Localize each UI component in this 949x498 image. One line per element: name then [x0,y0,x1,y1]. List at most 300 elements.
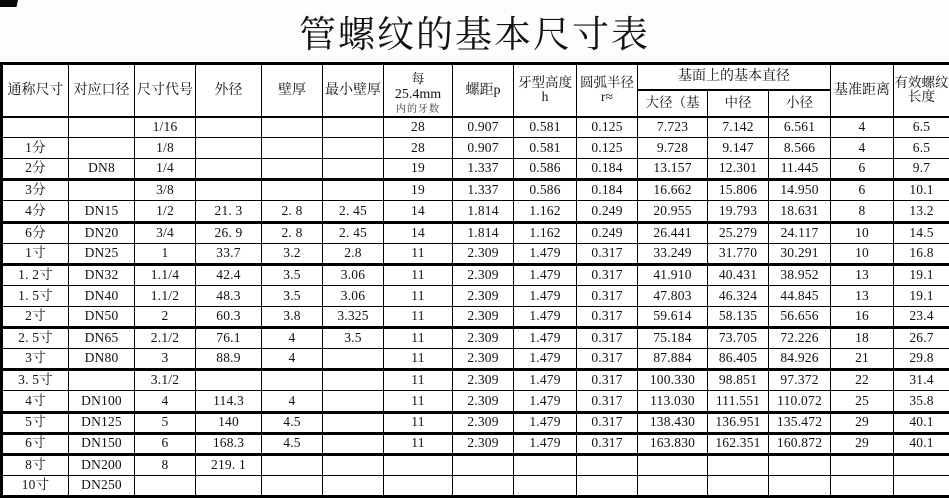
table-cell: 2分 [2,159,69,180]
table-cell: 2.309 [453,391,514,412]
table-cell: 40.431 [708,264,769,285]
table-cell: 29 [831,412,894,433]
table-cell: 1.479 [514,264,577,285]
table-cell [69,370,135,391]
table-cell: 11 [384,433,453,454]
table-cell: 135.472 [769,412,831,433]
table-cell: 2. 45 [323,201,384,222]
table-cell: 14 [384,201,453,222]
table-cell: 6寸 [2,433,69,454]
table-cell [894,454,949,475]
table-cell: 0.317 [577,370,638,391]
table-cell: 11 [384,264,453,285]
table-cell: 0.581 [514,117,577,138]
table-cell: 30.291 [769,243,831,264]
table-cell: 42.4 [196,264,262,285]
table-cell: 1.479 [514,391,577,412]
table-cell: 140 [196,412,262,433]
table-cell [323,349,384,370]
table-cell: 3/4 [135,222,196,243]
table-cell: 1/4 [135,159,196,180]
pipe-thread-dimensions-table [0,62,949,498]
table-cell: DN100 [69,391,135,412]
table-cell: 18 [831,328,894,349]
thread-height-line1: 牙型高度 [518,75,572,91]
table-cell: 6分 [2,222,69,243]
table-cell: 10.1 [894,180,949,201]
table-cell: 3.2 [262,243,323,264]
table-cell: 0.317 [577,433,638,454]
table-cell: 4 [262,349,323,370]
table-cell: 0.317 [577,306,638,327]
table-cell: 0.125 [577,117,638,138]
table-cell: 8 [831,201,894,222]
table-cell: 4.5 [262,433,323,454]
table-cell: 0.249 [577,201,638,222]
table-cell: 3寸 [2,349,69,370]
table-cell: DN32 [69,264,135,285]
table-cell: 9.147 [708,138,769,159]
table-cell: 75.184 [638,328,708,349]
threads-header-line1: 每 [411,71,425,87]
table-cell: 13 [831,264,894,285]
arc-radius-line2: r≈ [601,89,613,105]
table-cell: 0.586 [514,159,577,180]
table-cell: DN25 [69,243,135,264]
table-cell: 0.317 [577,391,638,412]
col-header-size-code: 尺寸代号 [135,64,196,117]
table-cell [708,454,769,475]
table-cell: 0.581 [514,138,577,159]
table-cell [196,475,262,496]
table-row [2,306,949,327]
table-cell: 1.479 [514,349,577,370]
table-cell: 15.806 [708,180,769,201]
table-cell: 1.1/4 [135,264,196,285]
table-cell: 3/8 [135,180,196,201]
table-cell [196,159,262,180]
table-cell [262,159,323,180]
table-cell: 0.125 [577,138,638,159]
table-cell [323,454,384,475]
table-cell: 88.9 [196,349,262,370]
table-cell: 19.1 [894,285,949,306]
table-cell: 21 [831,349,894,370]
table-cell: 1.337 [453,180,514,201]
table-cell: 100.330 [638,370,708,391]
table-cell: 1.479 [514,433,577,454]
col-header-effective-thread-length [894,64,949,117]
table-row [2,243,949,264]
table-cell: 11.445 [769,159,831,180]
table-cell: 18.631 [769,201,831,222]
page-title: 管螺纹的基本尺寸表 [299,15,650,56]
col-header-arc-radius [577,64,638,117]
table-cell: DN50 [69,306,135,327]
table-cell: 10 [831,222,894,243]
table-cell: 162.351 [708,433,769,454]
table-cell: 7.142 [708,117,769,138]
table-cell: 14.950 [769,180,831,201]
table-row [2,285,949,306]
table-cell: 1.479 [514,370,577,391]
table-cell [262,370,323,391]
table-cell: 6 [831,180,894,201]
table-cell: 110.072 [769,391,831,412]
table-cell: 1.479 [514,243,577,264]
table-cell: 73.705 [708,328,769,349]
table-cell: DN8 [69,159,135,180]
table-cell: 4 [262,328,323,349]
table-cell: 28 [384,138,453,159]
table-cell [196,138,262,159]
table-cell [323,391,384,412]
table-cell: 97.372 [769,370,831,391]
table-cell: 8寸 [2,454,69,475]
table-cell: 0.317 [577,328,638,349]
table-cell: 3.5 [262,264,323,285]
col-header-wall-thickness: 壁厚 [262,64,323,117]
table-cell: 3分 [2,180,69,201]
table-cell: 0.586 [514,180,577,201]
thread-height-line2: h [541,89,549,105]
table-cell: 1. 5寸 [2,285,69,306]
table-cell: 26. 9 [196,222,262,243]
table-cell: 13 [831,285,894,306]
col-header-pitch: 螺距p [453,64,514,117]
table-row [2,264,949,285]
table-cell: 7.723 [638,117,708,138]
table-cell: 22 [831,370,894,391]
table-cell: 31.770 [708,243,769,264]
table-cell [514,454,577,475]
table-cell: 31.4 [894,370,949,391]
table-cell [638,454,708,475]
table-cell [323,138,384,159]
table-cell: 48.3 [196,285,262,306]
table-cell: 3.5 [262,285,323,306]
table-cell: 19.1 [894,264,949,285]
table-cell: 16.662 [638,180,708,201]
table-cell: 86.405 [708,349,769,370]
table-cell: 114.3 [196,391,262,412]
table-cell: 11 [384,412,453,433]
table-cell: 2.309 [453,264,514,285]
table-cell: 25 [831,391,894,412]
table-cell [323,117,384,138]
table-cell [323,159,384,180]
table-cell: 1/8 [135,138,196,159]
table-cell: 11 [384,243,453,264]
table-cell [831,454,894,475]
table-cell: 1寸 [2,243,69,264]
table-body [2,117,949,497]
table-cell: 3.5 [323,328,384,349]
table-row [2,433,949,454]
table-row [2,391,949,412]
table-cell: 1.162 [514,222,577,243]
table-cell: 113.030 [638,391,708,412]
table-cell: 0.317 [577,349,638,370]
table-cell: 11 [384,349,453,370]
table-cell: 2.309 [453,412,514,433]
table-row [2,180,949,201]
table-cell: 2.309 [453,285,514,306]
table-cell: 3.06 [323,264,384,285]
table-cell: 26.7 [894,328,949,349]
table-cell: 1 [135,243,196,264]
table-cell: 19 [384,159,453,180]
table-cell: 2.309 [453,370,514,391]
table-cell [323,370,384,391]
table-cell: 2.309 [453,243,514,264]
table-cell: 4 [262,391,323,412]
table-cell [384,475,453,496]
table-cell: 4 [831,117,894,138]
table-cell: 8 [135,454,196,475]
table-cell: 72.226 [769,328,831,349]
col-header-gauge-distance: 基准距离 [831,64,894,117]
table-cell: DN20 [69,222,135,243]
table-cell [323,180,384,201]
table-cell [638,475,708,496]
table-row [2,412,949,433]
table-cell [453,454,514,475]
table-cell: 13.157 [638,159,708,180]
table-cell: 23.4 [894,306,949,327]
table-cell: 59.614 [638,306,708,327]
table-cell: 13.2 [894,201,949,222]
table-row [2,370,949,391]
table-cell: 25.279 [708,222,769,243]
table-cell [769,475,831,496]
table-cell: 2.309 [453,433,514,454]
col-header-outer-diameter: 外径 [196,64,262,117]
table-cell: DN65 [69,328,135,349]
table-cell: 219. 1 [196,454,262,475]
table-cell: 33.7 [196,243,262,264]
table-cell [262,475,323,496]
table-cell [69,138,135,159]
arc-radius-line1: 圆弧半径 [580,75,634,91]
threads-header-line3-clipped: 内的牙数 [396,104,440,114]
table-cell [577,454,638,475]
table-cell: 2寸 [2,306,69,327]
table-cell: 6.561 [769,117,831,138]
table-cell: 21. 3 [196,201,262,222]
table-cell [262,454,323,475]
table-cell [69,180,135,201]
table-cell: 1.814 [453,222,514,243]
table-cell: 0.907 [453,138,514,159]
col-header-major-diameter: 大径（基 [638,90,708,117]
table-row [2,328,949,349]
table-cell: 0.184 [577,159,638,180]
table-cell: 0.907 [453,117,514,138]
table-cell: 0.317 [577,412,638,433]
table-cell [69,117,135,138]
table-cell: 0.317 [577,285,638,306]
table-cell: 58.135 [708,306,769,327]
table-cell: 111.551 [708,391,769,412]
table-cell: 16.8 [894,243,949,264]
table-row [2,117,949,138]
table-cell [323,475,384,496]
effective-length-line1: 有效螺纹 [894,75,949,91]
table-cell: 46.324 [708,285,769,306]
table-cell: 168.3 [196,433,262,454]
table-cell: DN40 [69,285,135,306]
table-cell: 60.3 [196,306,262,327]
table-cell: DN200 [69,454,135,475]
table-cell [262,138,323,159]
table-cell: 2 [135,306,196,327]
table-cell: 38.952 [769,264,831,285]
table-cell: 3.8 [262,306,323,327]
table-cell: 1.479 [514,306,577,327]
table-cell: 6.5 [894,117,949,138]
table-cell: 2.309 [453,328,514,349]
table-cell: 2.309 [453,349,514,370]
table-cell: 11 [384,328,453,349]
table-cell: 41.910 [638,264,708,285]
table-row [2,138,949,159]
table-cell [577,475,638,496]
table-cell: 0.249 [577,222,638,243]
table-cell [894,475,949,496]
table-cell: 19.793 [708,201,769,222]
table-cell: 9.7 [894,159,949,180]
table-cell [323,433,384,454]
table-cell: 20.955 [638,201,708,222]
table-cell: 84.926 [769,349,831,370]
table-cell: 3.06 [323,285,384,306]
table-cell [708,475,769,496]
table-cell: 76.1 [196,328,262,349]
table-cell: 6.5 [894,138,949,159]
table-cell: 44.845 [769,285,831,306]
col-header-corresponding-bore: 对应口径 [69,64,135,117]
table-cell: DN250 [69,475,135,496]
table-cell: 1. 2寸 [2,264,69,285]
table-cell: 1/2 [135,201,196,222]
table-cell: 4分 [2,201,69,222]
table-cell: 1.162 [514,201,577,222]
threads-header-line2: 25.4mm [394,87,442,103]
table-cell: 1.337 [453,159,514,180]
table-row [2,349,949,370]
table-cell: DN15 [69,201,135,222]
table-cell: 2.1/2 [135,328,196,349]
group-header-basic-diameters: 基面上的基本直径 [638,64,831,90]
table-cell [196,180,262,201]
table-cell: 163.830 [638,433,708,454]
table-cell [196,117,262,138]
table-cell: 40.1 [894,433,949,454]
table-cell: 2. 5寸 [2,328,69,349]
table-cell: 1.1/2 [135,285,196,306]
table-cell [135,475,196,496]
table-cell: 11 [384,391,453,412]
table-cell: 16 [831,306,894,327]
table-cell: 98.851 [708,370,769,391]
table-cell: 19 [384,180,453,201]
table-cell: 4 [135,391,196,412]
table-cell: 9.728 [638,138,708,159]
table-cell [769,454,831,475]
table-cell: 2. 8 [262,222,323,243]
table-cell: 56.656 [769,306,831,327]
table-row [2,454,949,475]
table-cell: 29.8 [894,349,949,370]
table-cell: 11 [384,285,453,306]
table-cell: 3. 5寸 [2,370,69,391]
table-cell [323,412,384,433]
table-cell: 1分 [2,138,69,159]
table-cell: 26.441 [638,222,708,243]
table-cell: 1.814 [453,201,514,222]
table-cell [2,117,69,138]
col-header-thread-height [514,64,577,117]
table-cell: 28 [384,117,453,138]
table-cell: 1.479 [514,285,577,306]
col-header-nominal-size: 通称尺寸 [2,64,69,117]
table-cell: 4.5 [262,412,323,433]
table-cell: DN150 [69,433,135,454]
table-cell: 0.317 [577,243,638,264]
table-cell: 5寸 [2,412,69,433]
table-cell: 2.8 [323,243,384,264]
table-cell: DN80 [69,349,135,370]
table-cell: 2. 8 [262,201,323,222]
table-cell: 3 [135,349,196,370]
table-cell: 138.430 [638,412,708,433]
table-cell: 11 [384,306,453,327]
table-cell: 1.479 [514,412,577,433]
table-row [2,222,949,243]
table-cell: 11 [384,370,453,391]
table-cell: 3.325 [323,306,384,327]
table-cell: 4寸 [2,391,69,412]
table-cell [453,475,514,496]
table-cell [262,117,323,138]
table-cell: 2.309 [453,306,514,327]
table-cell [514,475,577,496]
table-cell: 0.317 [577,264,638,285]
table-cell: 24.117 [769,222,831,243]
table-cell: 5 [135,412,196,433]
table-cell: 10寸 [2,475,69,496]
table-cell: 33.249 [638,243,708,264]
table-cell: 40.1 [894,412,949,433]
col-header-pitch-diameter: 中径 [708,90,769,117]
table-cell: 47.803 [638,285,708,306]
table-cell [831,475,894,496]
effective-length-line2: 长度 [908,89,936,105]
table-cell: 14 [384,222,453,243]
table-cell: 0.184 [577,180,638,201]
table-cell: 2. 45 [323,222,384,243]
table-cell: 136.951 [708,412,769,433]
table-cell: 8.566 [769,138,831,159]
table-row [2,159,949,180]
table-cell: 1/16 [135,117,196,138]
table-cell: 29 [831,433,894,454]
table-cell: 14.5 [894,222,949,243]
table-cell: 12.301 [708,159,769,180]
table-cell [384,454,453,475]
col-header-minor-diameter: 小径 [769,90,831,117]
